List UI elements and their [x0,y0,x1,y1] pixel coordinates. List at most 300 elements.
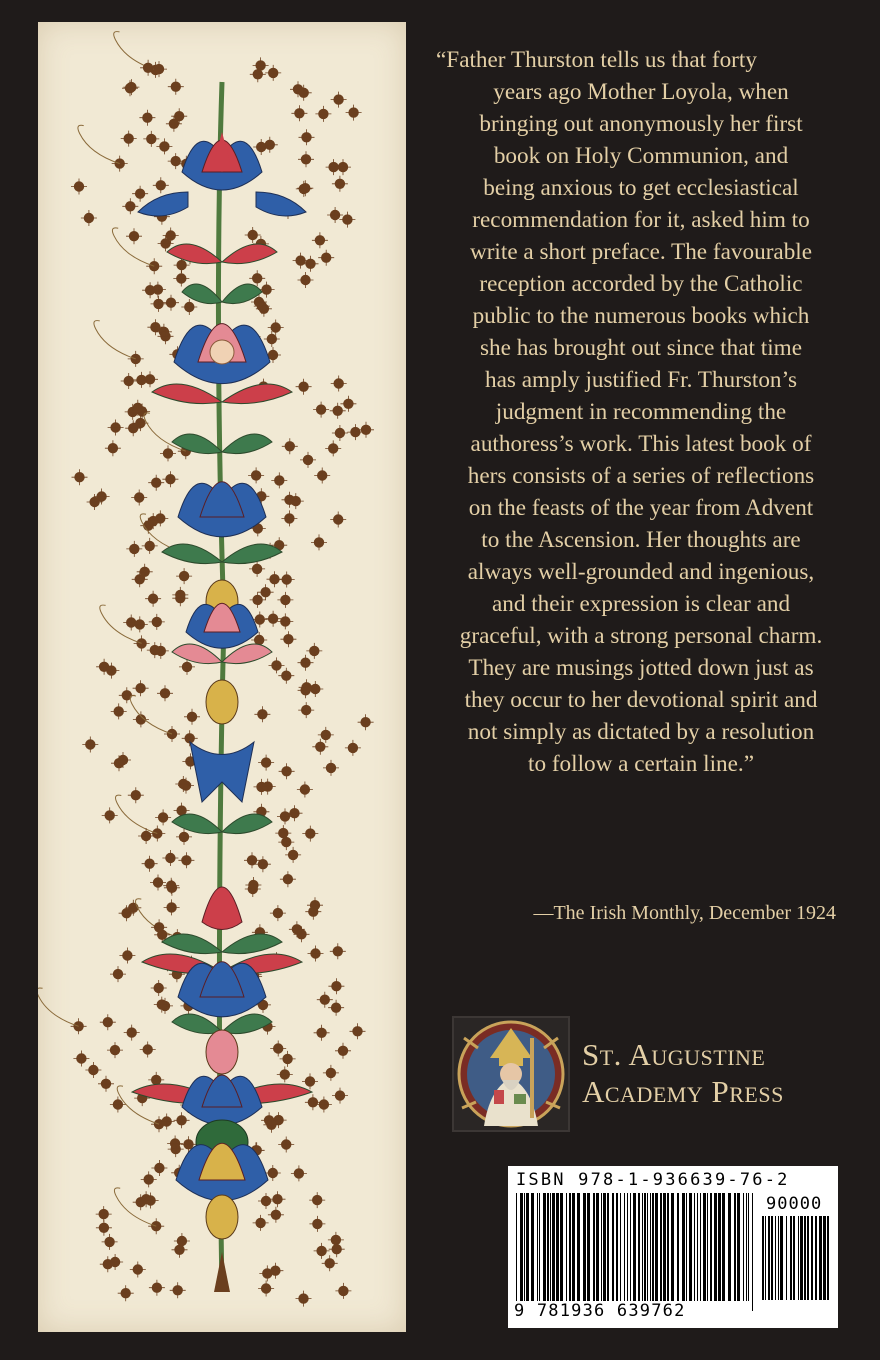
barcode-bar [650,1193,651,1301]
seed-rays [315,106,331,122]
seed-rays [245,881,261,897]
quote-line: recommendation for it, asked him to [472,207,810,233]
seed-rays [150,282,166,298]
seed-rays [260,779,276,795]
seed-rays [339,212,355,228]
quote-line: and their expression is clear and [491,591,791,617]
seed-rays [312,232,328,248]
barcode-bar [616,1193,618,1301]
seed-rays [291,1165,307,1181]
seed-rays [71,179,87,195]
seed-rays [98,1076,114,1092]
barcode-bar [620,1193,621,1301]
seed-rays [108,420,124,436]
seed-rays [151,1160,167,1176]
seed-rays [298,151,314,167]
seed-rays [259,282,275,298]
barcode-bar [786,1216,787,1300]
side-flower [256,192,306,216]
seed-rays [253,1215,269,1231]
barcode-bar [827,1216,829,1300]
seed-rays [300,452,316,468]
seed-rays [332,176,348,192]
seed-rays [163,295,179,311]
seed-rays [164,899,180,915]
seed-rays [296,1291,312,1307]
tendril [94,321,136,359]
seed-rays [271,472,287,488]
barcode-bar [793,1216,795,1300]
seed-rays [309,1216,325,1232]
quote-line: authoress’s work. This latest book of [470,431,812,457]
seed-rays [330,943,346,959]
quote-line: bringing out anonymously her first [479,111,803,137]
seed-rays [126,228,142,244]
tendril [130,696,172,734]
seed-rays [149,1280,165,1296]
seed-rays [335,1283,351,1299]
seed-rays [277,1066,293,1082]
quote-line: not simply as dictated by a resolution [467,719,815,745]
leaf [222,384,292,404]
quote-line: always well-grounded and ingenious, [467,559,815,585]
seed-rays [110,966,126,982]
seed-rays [270,905,286,921]
leaf [152,384,222,404]
quote-line: hers consists of a series of reflections [467,463,815,489]
seed-rays [255,856,271,872]
barcode-bar [780,1216,783,1300]
barcode-bar [642,1193,643,1301]
stem-tip [214,1252,230,1292]
seed-rays [118,1285,134,1301]
seed-rays [291,105,307,121]
seed-rays [330,512,346,528]
barcode-bar [603,1193,606,1301]
barcode-bar [627,1193,628,1301]
seed-rays [314,1025,330,1041]
seed-rays [151,980,167,996]
seed-rays [332,1088,348,1104]
seed-rays [142,856,158,872]
seed-rays [71,1018,87,1034]
barcode-bar [722,1193,725,1301]
barcode-bar [612,1193,614,1301]
seed-rays [350,1023,366,1039]
barcode-bar [624,1193,625,1301]
leaf [222,544,282,564]
seed-rays [122,80,138,96]
seed-rays [134,372,150,388]
seed-rays [156,138,172,154]
barcode-bar [728,1193,731,1301]
seed-rays [151,296,167,312]
seed-rays [249,561,265,577]
seed-rays [285,847,301,863]
leaf [172,1014,222,1034]
seed-rays [130,1262,146,1278]
seed-rays [270,1191,286,1207]
quote-line: graceful, with a strong personal charm. [459,623,823,649]
seed-rays [111,703,127,719]
seed-rays [311,534,327,550]
seed-rays [142,538,158,554]
seed-rays [82,737,98,753]
barcode-bar [790,1216,792,1300]
side-flower [138,192,188,216]
seed-rays [133,711,149,727]
seed-rays [168,153,184,169]
seed-rays [146,258,162,274]
cherub-face [210,340,234,364]
barcode-bar [748,1193,749,1301]
tendril [116,795,158,833]
seed-rays [145,591,161,607]
barcode-bar [537,1193,538,1301]
seed-rays [81,210,97,226]
seed-rays [258,1281,274,1297]
seed-rays [314,468,330,484]
barcode-bar [746,1193,747,1301]
quote-line: public to the numerous books which [472,303,810,329]
seed-rays [139,110,155,126]
seed-rays [140,1042,156,1058]
seed-rays [155,809,171,825]
seed-rays [128,787,144,803]
seed-rays [302,1073,318,1089]
seed-rays [119,948,135,964]
isbn-digits: 9 781936 639762 [514,1301,686,1321]
seed-rays [181,299,197,315]
seed-rays [280,631,296,647]
seed-rays [100,1014,116,1030]
quote-line: years ago Mother Loyola, when [493,79,789,105]
seed-rays [174,1112,190,1128]
barcode-bar [823,1216,826,1300]
seed-rays [297,782,313,798]
seed-rays [279,572,295,588]
quote-line: write a short preface. The favourable [469,239,813,265]
barcode-bar [677,1193,679,1301]
seed-rays [131,490,147,506]
seed-rays [264,331,280,347]
barcode-bar [775,1216,776,1300]
barcode-bar [743,1193,744,1301]
barcode-bar [583,1193,586,1301]
seed-rays [151,61,167,77]
quote-line: book on Holy Communion, and [493,143,789,169]
seed-rays [107,1042,123,1058]
leaf [162,934,222,954]
leaf [172,434,222,454]
barcode-bar [778,1216,779,1300]
seed-rays [85,1062,101,1078]
seed-rays [182,730,198,746]
seed-rays [72,469,88,485]
barcode-bar [714,1193,717,1301]
quote-line: has amply justified Fr. Thurston’s [485,367,797,393]
barcode-bar [607,1193,609,1301]
seed-rays [309,1192,325,1208]
seed-rays [122,198,138,214]
quote-line: They are musings jotted down just as [468,655,814,681]
barcode-bar [556,1193,559,1301]
barcode-bar [762,1216,764,1300]
leaf [222,814,272,834]
quote-line: judgment in recommending the [495,399,787,425]
leaf [167,244,222,264]
seed-rays [277,592,293,608]
seed-rays [133,680,149,696]
seed-rays [148,475,164,491]
barcode-bar [566,1193,567,1301]
barcode-bar [572,1193,575,1301]
barcode-bar [689,1193,692,1301]
seed-rays [317,992,333,1008]
barcode-bar [526,1193,529,1301]
seed-rays [244,852,260,868]
barcode-bar [737,1193,740,1301]
seed-rays [126,541,142,557]
barcode-bar [765,1216,766,1300]
seed-rays [326,159,342,175]
barcode-bar [815,1216,817,1300]
seed-rays [258,1193,274,1209]
barcode-bar [531,1193,534,1301]
addon-bars [762,1216,832,1310]
tulip-flower [202,887,242,930]
leaf [162,544,222,564]
barcode-bar [524,1193,525,1301]
barcode-bar [707,1193,708,1301]
publisher-logo [452,1016,570,1132]
seed-rays [121,373,137,389]
floral-ornament-illustration [38,22,406,1332]
barcode-bar [593,1193,595,1301]
seed-rays [164,880,180,896]
seed-rays [279,763,295,779]
seed-rays [96,1220,112,1236]
leaf [222,434,272,454]
barcode-bar [638,1193,640,1311]
seed-rays [102,807,118,823]
barcode-bar [710,1193,712,1301]
seed-rays [110,1097,126,1113]
barcode-bar [652,1193,654,1301]
seed-rays [121,131,137,147]
seed-rays [314,1243,330,1259]
leaf [172,814,222,834]
quote-line: to the Ascension. Her thoughts are [481,527,801,553]
seed-rays [249,270,265,286]
seed-rays [299,129,315,145]
seed-rays [172,590,188,606]
seed-rays [330,403,346,419]
seed-rays [254,706,270,722]
barcode-bar [752,1193,753,1311]
seed-rays [323,1065,339,1081]
ean-bars [516,1193,756,1311]
barcode-bar [667,1193,669,1301]
seed-rays [184,709,200,725]
seed-rays [323,760,339,776]
seed-rays [102,1234,118,1250]
publisher-line-1: St. Augustine [582,1037,766,1072]
seed-rays [297,180,313,196]
seed-rays [105,440,121,456]
seed-rays [268,320,284,336]
seed-rays [265,65,281,81]
bud [206,680,238,724]
barcode-bar [798,1216,799,1300]
quote-line: to follow a certain line.” [528,751,754,777]
barcode-bar [771,1216,773,1300]
barcode-bar [550,1193,551,1301]
publisher-name [582,1036,784,1110]
seed-rays [306,643,322,659]
seed-rays [278,668,294,684]
seed-rays [318,250,334,266]
seed-rays [176,568,192,584]
seed-rays [332,425,348,441]
seed-rays [322,1255,338,1271]
barcode-bar [644,1193,646,1301]
seed-rays [305,1094,321,1110]
price-code: 90000 [766,1194,823,1214]
quote-line: they occur to her devotional spirit and [464,687,818,713]
review-quote [436,44,846,780]
barcode-bar [539,1193,540,1301]
barcode-bar [819,1216,822,1300]
seed-rays [248,467,264,483]
seed-rays [302,826,318,842]
barcode-bar [547,1193,549,1301]
isbn-label: ISBN 978-1-936639-76-2 [516,1170,790,1190]
barcode-bar [671,1193,674,1301]
illuminated-border-panel [38,22,406,1332]
barcode-bar [807,1216,809,1300]
seed-rays [150,875,166,891]
barcode-bar [552,1193,555,1301]
barcode-bar [800,1216,803,1300]
seed-rays [132,186,148,202]
seed-rays [157,685,173,701]
seed-rays [325,440,341,456]
seed-rays [173,271,189,287]
seed-rays [149,614,165,630]
seed-rays [280,1051,296,1067]
seed-rays [345,740,361,756]
barcode-bar [700,1193,701,1301]
barcode-bar [811,1216,813,1300]
barcode-bar [686,1193,687,1301]
barcode-bar [697,1193,698,1301]
barcode-bar [718,1193,721,1301]
seed-rays [178,852,194,868]
seed-rays [280,871,296,887]
barcode-bar [587,1193,590,1301]
seed-rays [162,850,178,866]
seed-rays [298,702,314,718]
seed-rays [162,471,178,487]
barcode-bar [647,1193,648,1301]
seed-rays [346,105,362,121]
leaf [222,244,277,264]
seed-rays [270,1041,286,1057]
seed-rays [316,1097,332,1113]
seed-rays [282,438,298,454]
barcode-bar [516,1193,517,1311]
barcode-bar [543,1193,546,1301]
barcode-bar [560,1193,563,1301]
barcode-bar [804,1216,806,1300]
seed-rays [340,396,356,412]
publisher-line-2: Academy Press [582,1074,784,1109]
seed-rays [265,611,281,627]
seed-rays [96,1206,112,1222]
barcode-bar [601,1193,602,1301]
seed-rays [308,946,324,962]
bud [206,1030,238,1074]
seed-rays [168,79,184,95]
barcode-bar [694,1193,695,1301]
quote-line: “Father Thurston tells us that forty [436,47,757,73]
seed-rays [335,1043,351,1059]
seed-rays [347,424,363,440]
seed-rays [358,714,374,730]
seed-rays [278,1137,294,1153]
barcode-bar [596,1193,599,1301]
seed-rays [313,402,329,418]
barcode-bar [660,1193,662,1301]
barcode-bar [569,1193,571,1301]
quote-line: she has brought out since that time [480,335,802,361]
tendril [114,1188,156,1226]
seed-rays [160,445,176,461]
barcode-bar [682,1193,685,1301]
seed-rays [328,1000,344,1016]
seed-rays [328,978,344,994]
quote-line: reception accorded by the Catholic [479,271,803,297]
seed-rays [153,177,169,193]
quote-line: being anxious to get ecclesiastical [483,175,799,201]
barcode-bar [577,1193,580,1301]
seed-rays [258,755,274,771]
seed-rays [296,379,312,395]
barcode-bar [768,1216,770,1300]
seed-rays [329,1241,345,1257]
tendril [38,988,79,1026]
barcode-bar [633,1193,636,1311]
seed-rays [269,657,285,673]
seed-rays [327,207,343,223]
bud [206,1195,238,1239]
seed-rays [277,613,293,629]
tendril [78,125,120,163]
isbn-barcode [508,1166,838,1328]
seed-rays [281,510,297,526]
seed-rays [358,422,374,438]
quote-attribution: —The Irish Monthly, December 1924 [533,902,836,924]
seed-rays [298,272,314,288]
seed-rays [138,828,154,844]
seed-rays [331,92,347,108]
seed-rays [141,1171,157,1187]
seed-rays [170,1282,186,1298]
seed-rays [134,635,150,651]
barcode-bar [663,1193,666,1301]
seed-rays [298,655,314,671]
